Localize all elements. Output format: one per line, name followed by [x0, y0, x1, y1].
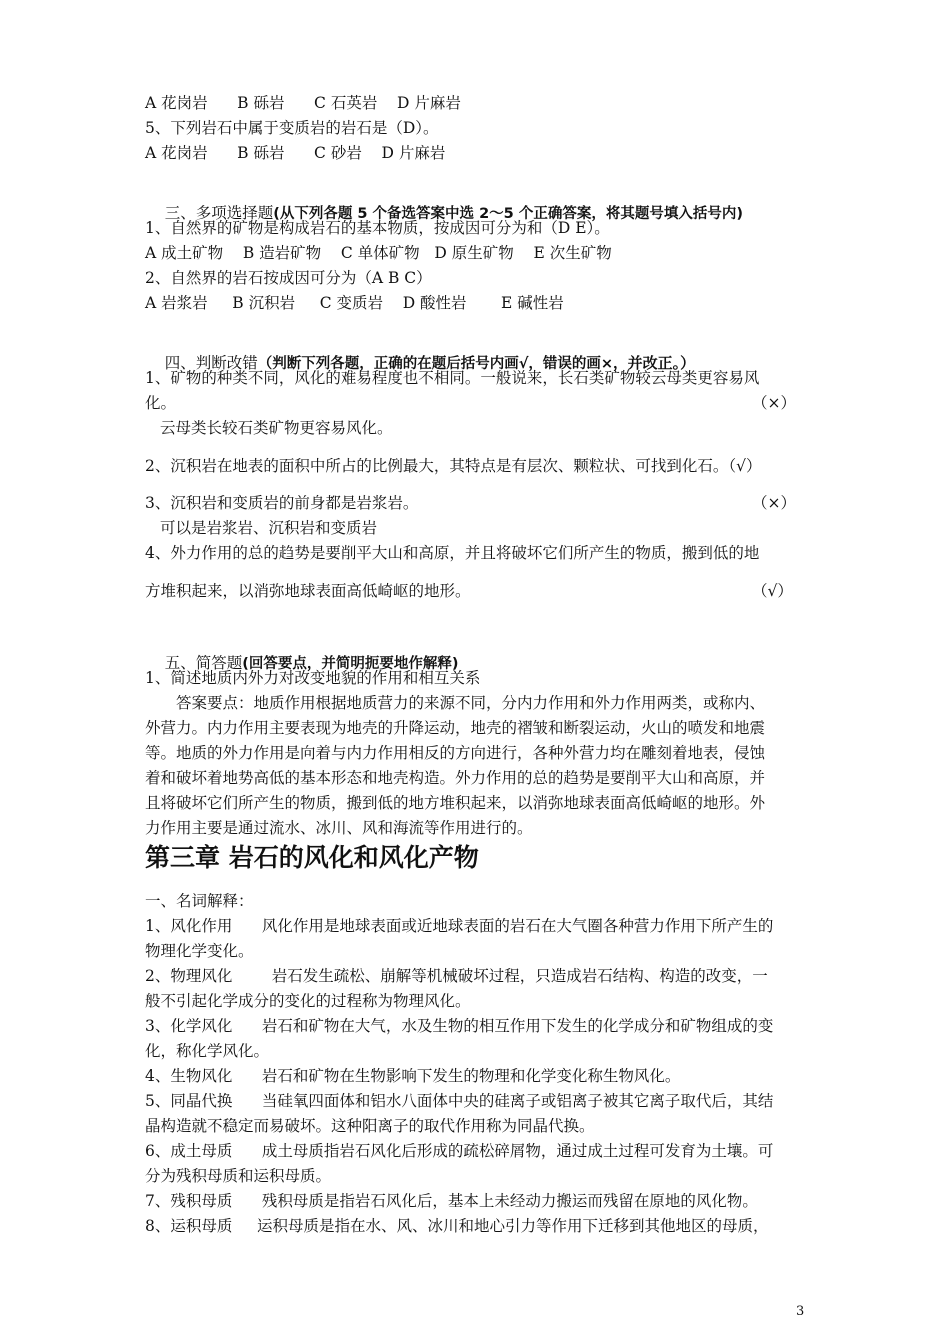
term-line: 晶构造就不稳定而易破坏。这种阳离子的取代作用称为同晶代换。	[145, 1117, 595, 1135]
judge-mark: （×）	[752, 494, 796, 512]
correction-line: 云母类长较石类矿物更容易风化。	[160, 419, 393, 437]
option-line: A 花岗岩 B 砾岩 C 砂岩 D 片麻岩	[145, 144, 446, 162]
heading-note: （判断下列各题，正确的在题后括号内画√，错误的画×，	[257, 356, 628, 372]
judge-mark: （√）	[752, 582, 793, 600]
term-line: 2、物理风化 岩石发生疏松、崩解等机械破坏过程，只造成岩石结构、构造的改变，一	[145, 967, 768, 985]
heading-prefix: 四、判断改错	[164, 354, 258, 372]
question-line: 5、下列岩石中属于变质岩的岩石是（D）。	[145, 119, 439, 137]
term-line: 4、生物风化 岩石和矿物在生物影响下发生的物理和化学变化称生物风化。	[145, 1067, 681, 1085]
option-line: A 花岗岩 B 砾岩 C 石英岩 D 片麻岩	[145, 94, 461, 112]
judge-item-line: 方堆积起来，以消弥地球表面高低崎岖的地形。	[145, 582, 471, 600]
term-line: 般不引起化学成分的变化的过程称为物理风化。	[145, 992, 471, 1010]
heading-note: (回答要点，并简明扼要地作解释)	[242, 656, 459, 672]
term-line: 5、同晶代换 当硅氧四面体和铝水八面体中央的硅离子或铝离子被其它离子取代后，其结	[145, 1092, 774, 1110]
term-line: 1、风化作用 风化作用是地球表面或近地球表面的岩石在大气圈各种营力作用下所产生的	[145, 917, 774, 935]
heading-note: (从下列各题 5 个备选答案中选 2～5 个正确答案，将其题号填入括号内)	[273, 206, 743, 222]
answer-line: 外营力。内力作用主要表现为地壳的升降运动，地壳的褶皱和断裂运动，火山的喷发和地震	[145, 719, 766, 737]
question-line: 2、自然界的岩石按成因可分为（A B C）	[145, 269, 432, 287]
answer-line: 答案要点：地质作用根据地质营力的来源不同，分内力作用和外力作用两类，或称内、	[176, 694, 766, 712]
judge-item-line: 2、沉积岩在地表的面积中所占的比例最大，其特点是有层次、颗粒状、可找到化石。（√）	[145, 457, 762, 475]
heading-bold: 并改正。）	[627, 354, 696, 372]
heading-prefix: 三、多项选择题	[164, 204, 274, 222]
judge-item-line: 3、沉积岩和变质岩的前身都是岩浆岩。	[145, 494, 419, 512]
answer-line: 力作用主要是通过流水、冰川、风和海流等作用进行的。	[145, 819, 533, 837]
term-line: 6、成土母质 成土母质指岩石风化后形成的疏松碎屑物，通过成土过程可发育为土壤。可	[145, 1142, 774, 1160]
correction-line: 可以是岩浆岩、沉积岩和变质岩	[160, 519, 378, 537]
chapter-title: 第三章 岩石的风化和风化产物	[145, 843, 479, 872]
term-line: 3、化学风化 岩石和矿物在大气，水及生物的相互作用下发生的化学成分和矿物组成的变	[145, 1017, 774, 1035]
term-line: 7、残积母质 残积母质是指岩石风化后，基本上未经动力搬运而残留在原地的风化物。	[145, 1192, 758, 1210]
terms-heading: 一、名词解释：	[145, 892, 254, 910]
judge-mark: （×）	[752, 394, 796, 412]
question-line: 1、自然界的矿物是构成岩石的基本物质，按成因可分为和（D E）。	[145, 219, 610, 237]
question-line: 1、简述地质内外力对改变地貌的作用和相互关系	[145, 669, 481, 687]
term-line: 物理化学变化。	[145, 942, 254, 960]
term-line: 分为残积母质和运积母质。	[145, 1167, 332, 1185]
heading-prefix: 五、简答题	[164, 654, 243, 672]
page-number: 3	[796, 1304, 805, 1319]
judge-item-line: 化。	[145, 394, 177, 412]
judge-item-line: 4、外力作用的总的趋势是要削平大山和高原，并且将破坏它们所产生的物质，搬到低的地	[145, 544, 760, 562]
judge-item-line: 1、矿物的种类不同，风化的难易程度也不相同。一般说来，长石类矿物较云母类更容易风	[145, 369, 760, 387]
option-line: A 岩浆岩 B 沉积岩 C 变质岩 D 酸性岩 E 碱性岩	[145, 294, 564, 312]
term-line: 8、运积母质 运积母质是指在水、风、冰川和地心引力等作用下迁移到其他地区的母质，	[145, 1217, 769, 1235]
option-line: A 成土矿物 B 造岩矿物 C 单体矿物 D 原生矿物 E 次生矿物	[145, 244, 612, 262]
answer-line: 等。地质的外力作用是向着与内力作用相反的方向进行，各种外营力均在雕刻着地表，侵蚀	[145, 744, 766, 762]
term-line: 化，称化学风化。	[145, 1042, 270, 1060]
answer-line: 着和破坏着地势高低的基本形态和地壳构造。外力作用的总的趋势是要削平大山和高原，并	[145, 769, 766, 787]
answer-line: 且将破坏它们所产生的物质，搬到低的地方堆积起来，以消弥地球表面高低崎岖的地形。外	[145, 794, 766, 812]
